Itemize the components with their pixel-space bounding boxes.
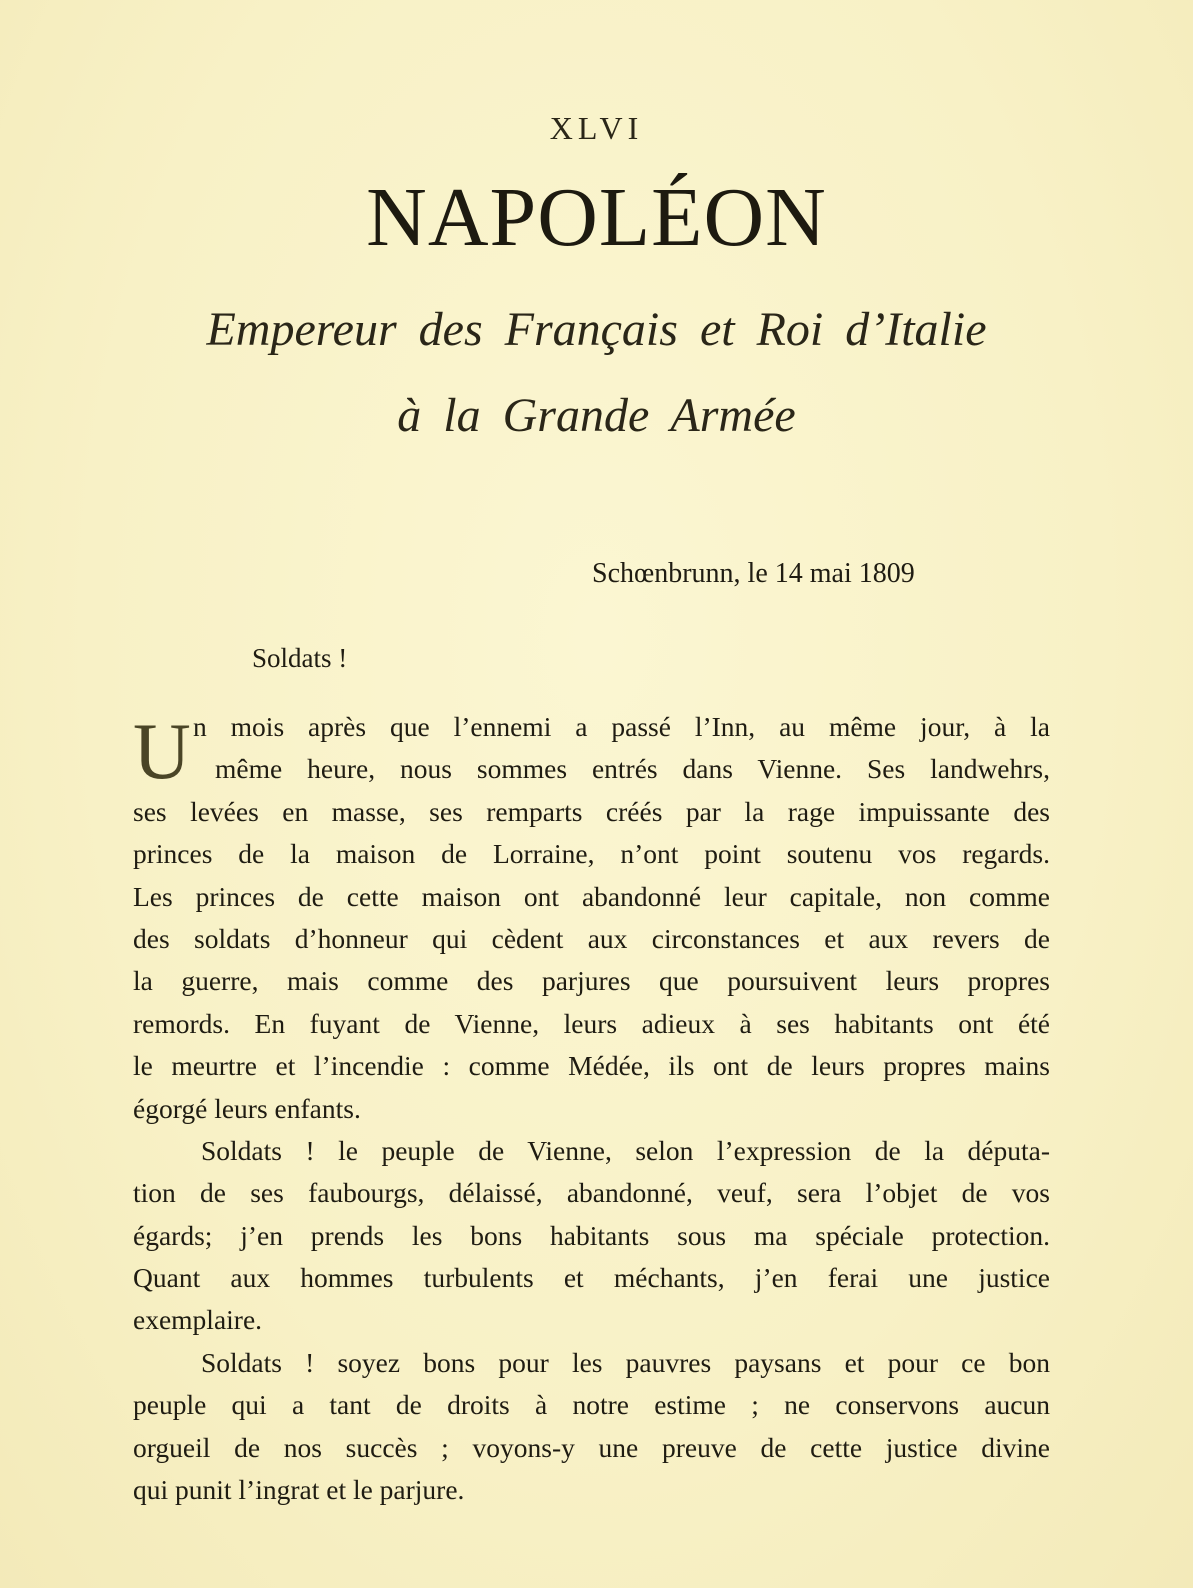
text-line: égards; j’en prends les bons habitants sous ma spéciale protection. [133, 1219, 1050, 1251]
text-line: Soldats ! soyez bons pour les pauvres paysans et pour ce bon [201, 1346, 1050, 1378]
text-line: égorgé leurs enfants. [133, 1092, 361, 1124]
text-line: princes de la maison de Lorraine, n’ont point soutenu vos regards. [133, 838, 1050, 870]
text-line: le meurtre et l’incendie : comme Médée, ils ont de leurs propres mains [133, 1050, 1050, 1082]
text-line: peuple qui a tant de droits à notre estime ; ne conservons aucun [133, 1389, 1050, 1421]
text-line: même heure, nous sommes entrés dans Vienne. Ses landwehrs, [215, 753, 1050, 785]
dateline: Schœnbrunn, le 14 mai 1809 [592, 558, 915, 589]
text-line: remords. En fuyant de Vienne, leurs adieux à ses habitants ont été [133, 1007, 1050, 1039]
text-line: exemplaire. [133, 1304, 263, 1336]
text-line: Les princes de cette maison ont abandonné leur capitale, non comme [133, 880, 1050, 912]
chapter-number: XLVI [549, 110, 644, 146]
text-line: tion de ses faubourgs, délaissé, abandonné, veuf, sera l’objet de vos [133, 1177, 1050, 1209]
text-line: Soldats ! le peuple de Vienne, selon l’expression de la députa- [201, 1134, 1050, 1166]
page-title: NAPOLÉON [366, 171, 827, 264]
subtitle-line-1: Empereur des Français et Roi d’Italie [206, 303, 987, 356]
body-text [133, 706, 1050, 1511]
subtitle-line-2: à la Grande Armée [397, 389, 796, 442]
text-line: Quant aux hommes turbulents et méchants, j’en ferai une justice [133, 1262, 1050, 1294]
text-line: la guerre, mais comme des parjures que poursuivent leurs propres [133, 965, 1050, 997]
dropcap: U [133, 708, 191, 796]
salutation: Soldats ! [252, 643, 348, 673]
text-line: des soldats d’honneur qui cèdent aux circonstances et aux revers de [133, 922, 1050, 954]
text-line: ses levées en masse, ses remparts créés par la rage impuissante des [133, 795, 1050, 827]
text-line: qui punit l’ingrat et le parjure. [133, 1474, 465, 1506]
text-line: orgueil de nos succès ; voyons-y une preuve de cette justice divine [133, 1431, 1050, 1463]
text-line: n mois après que l’ennemi a passé l’Inn, au même jour, à la [193, 711, 1050, 742]
